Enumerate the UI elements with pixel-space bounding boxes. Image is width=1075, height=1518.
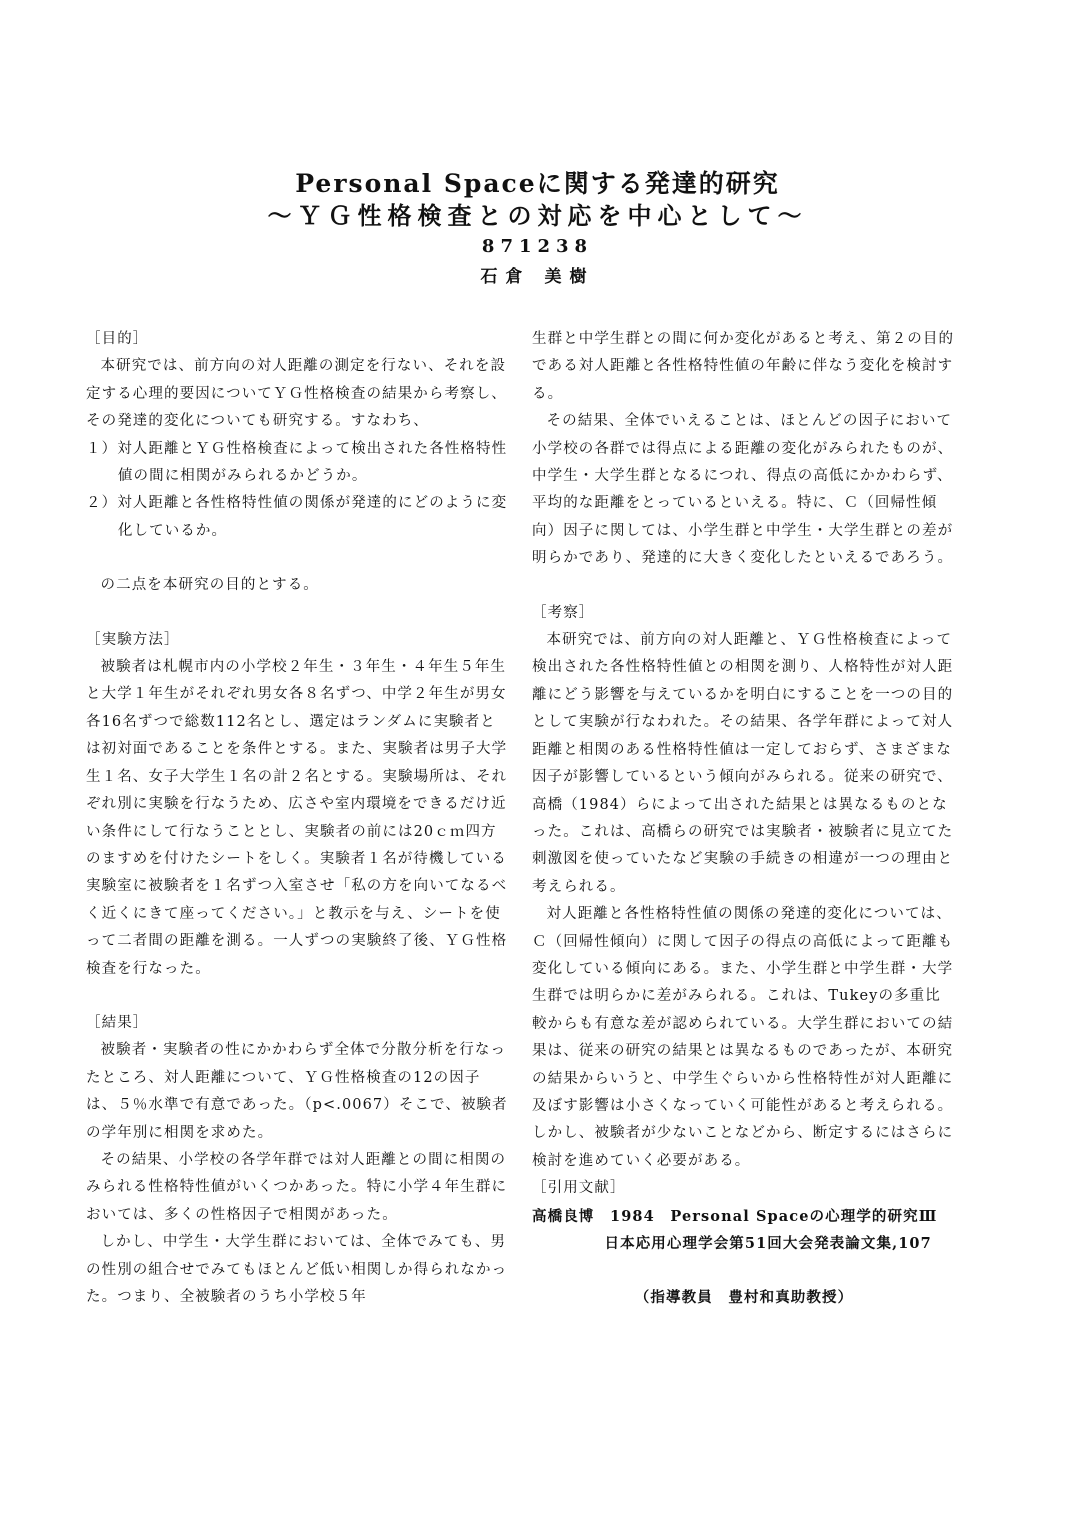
reference-line-2: 日本応用心理学会第51回大会発表論文集,107	[604, 1235, 932, 1252]
paper-subtitle: 〜ＹＧ性格検査との対応を中心として〜	[267, 201, 808, 230]
references-heading: ［引用文献］	[532, 1180, 626, 1197]
advisor-note: （指導教員 豊村和真助教授）	[634, 1289, 854, 1307]
paper-title: Personal Spaceに関する発達的研究	[295, 169, 780, 198]
purpose-item-2: ２）対人距離と各性格特性値の関係が発達的にどのように変化しているか。	[86, 495, 508, 539]
results-heading: ［結果］	[86, 1014, 149, 1031]
student-number: 871238	[481, 236, 594, 257]
results-continued: 生群と中学生群との間に何か変化があると考え、第２の目的である対人距離と各性格特性値の年齢に伴なう変化を検討する。	[532, 331, 955, 402]
discussion-text-2: 対人距離と各性格特性値の関係の発達的変化については、Ｃ（回帰性傾向）に関して因子の得点の高低によって距離も変化している傾向にある。また、小学生群と中学生群・大学生群では明らかに差がみられる。これは、Tukeyの多重比較からも有意な差が認められている。大学生群においての結果は、従来の研究の結果とは異なるものであったが、本研究の結果からいうと、中学生ぐらいから性格特性が対人距離に及ぼす影響は小さくなっていく可能性があると考えられる。しかし、被験者が少ないことなどから、断定するにはさらに検討を進めていく必要がある。	[532, 906, 954, 1169]
purpose-item-1: １）対人距離とＹＧ性格検査によって検出された各性格特性値の間に相関がみられるかどうか。	[86, 440, 508, 485]
discussion-heading: ［考察］	[532, 604, 595, 621]
reference-line-1: 高橋良博 1984 Personal Spaceの心理学的研究Ⅲ	[532, 1207, 938, 1225]
results-text-1: 被験者・実験者の性にかかわらず全体で分散分析を行なったところ、対人距離について、ＹＧ性格検査の12の因子は、５％水準で有意であった。（p<.0067）そこで、被験者の学年別に相関を求めた。	[86, 1042, 508, 1141]
purpose-text: 本研究では、前方向の対人距離の測定を行ない、それを設定する心理的要因についてＹＧ性格検査の結果から考察し、その発達的変化についても研究する。すなわち、	[86, 358, 507, 430]
author-name: 石倉 美樹	[480, 267, 595, 287]
paper-header	[0, 168, 1075, 292]
purpose-closing: の二点を本研究の目的とする。	[100, 577, 319, 594]
discussion-text-1: 本研究では、前方向の対人距離と、ＹＧ性格検査によって検出された各性格特性値との相関を測り、人格特性が対人距離にどう影響を与えているかを明白にすることを一つの目的として実験が行なわれた。その結果、各学年群によって対人距離と相関のある性格特性値は一定しておらず、さまざまな因子が影響しているという傾向がみられる。従来の研究で、高橋（1984）らによって出された結果とは異なるものとなった。これは、高橋らの研究では実験者・被験者に見立てた刺激図を使っていたなど実験の手続きの相違が一つの理由と考えられる。	[532, 632, 954, 895]
results-text-2: その結果、小学校の各学年群では対人距離との間に相関のみられる性格特性値がいくつかあった。特に小学４年生群においては、多くの性格因子で相関があった。	[86, 1151, 508, 1223]
left-column	[86, 326, 510, 1311]
results-text-4: その結果、全体でいえることは、ほとんどの因子において小学校の各群では得点による距離の変化がみられたものが、中学生・大学生群となるにつれ、得点の高低にかかわらず、平均的な距離をとっているといえる。特に、Ｃ（回帰性傾向）因子に関しては、小学生群と中学生・大学生群との差が明らかであり、発達的に大きく変化したといえるであろう。	[532, 413, 954, 567]
right-column	[532, 326, 956, 1312]
results-text-3: しかし、中学生・大学生群においては、全体でみても、男の性別の組合せでみてもほとんど低い相関しか得られなかった。つまり、全被験者のうち小学校５年	[86, 1234, 508, 1305]
purpose-heading: ［目的］	[86, 331, 149, 347]
method-text: 被験者は札幌市内の小学校２年生・３年生・４年生５年生と大学１年生がそれぞれ男女各８名ずつ、中学２年生が男女各16名ずつで総数112名とし、選定はランダムに実験者とは初対面であることを条件とする。また、実験者は男子大学生１名、女子大学生１名の計２名とする。実験場所は、それぞれ別に実験を行なうため、広さや室内環境をできるだけ近い条件にして行なうこととし、実験者の前には20ｃｍ四方のますめを付けたシートをしく。実験者１名が待機している実験室に被験者を１名ずつ入室させ「私の方を向いてなるべく近くにきて座ってください。」と教示を与え、シートを使って二者間の距離を測る。一人ずつの実験終了後、ＹＧ性格検査を行なった。	[86, 659, 508, 977]
method-heading: ［実験方法］	[86, 631, 180, 648]
